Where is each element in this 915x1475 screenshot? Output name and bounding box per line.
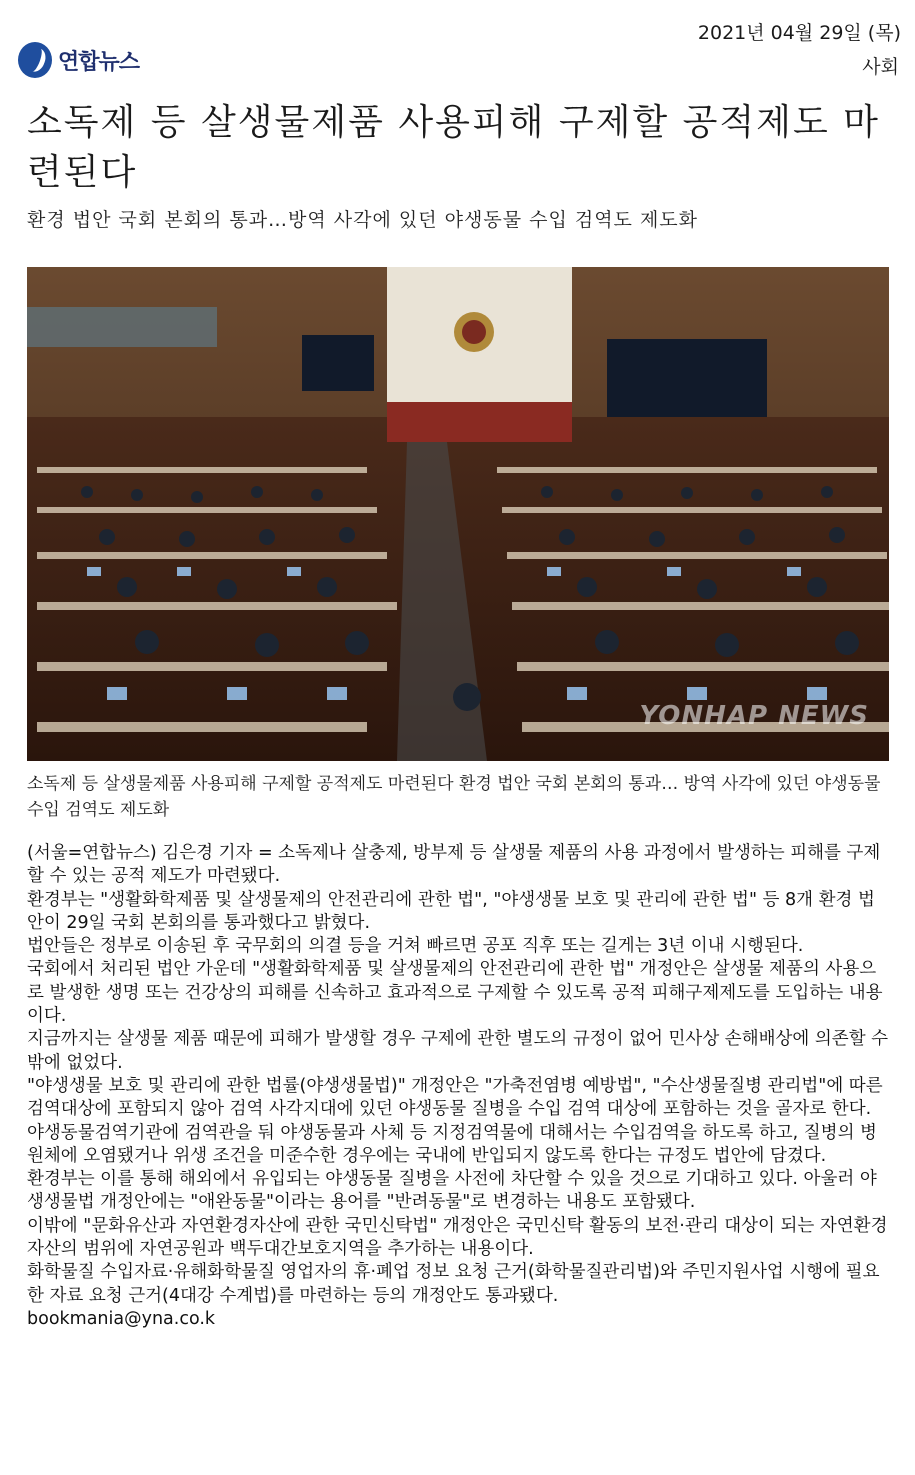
logo-text: 연합뉴스 bbox=[58, 49, 140, 75]
paragraph: 이밖에 "문화유산과 자연환경자산에 관한 국민신탁법" 개정안은 국민신탁 활동의 보전·관리 대상이 되는 자연환경자산의 범위에 자연공원과 백두대간보호지역을 추가하는 내용이다. bbox=[27, 1215, 888, 1260]
article-body bbox=[27, 842, 889, 1331]
assembly-hall-illustration bbox=[27, 267, 889, 761]
paragraph: 야생동물검역기관에 검역관을 둬 야생동물과 사체 등 지정검역물에 대해서는 수입검역을 하도록 하고, 질병의 병원체에 오염됐거나 위생 조건을 미준수한 경우에는 국내에 반입되지 않도록 한다는 규정도 법안에 담겼다. bbox=[27, 1122, 877, 1166]
paragraph: 환경부는 "생활화학제품 및 살생물제의 안전관리에 관한 법", "야생생물 보호 및 관리에 관한 법" 등 8개 환경 법안이 29일 국회 본회의를 통과했다고 밝혔다. bbox=[27, 889, 875, 933]
paragraph: 국회에서 처리된 법안 가운데 "생활화학제품 및 살생물제의 안전관리에 관한 법" 개정안은 살생물 제품의 사용으로 발생한 생명 또는 건강상의 피해를 신속하고 효과적으로 구제할 수 있도록 공적 피해구제제도를 도입하는 내용이다. bbox=[27, 959, 883, 1027]
yonhap-logo bbox=[18, 40, 139, 80]
section-label: 사회 bbox=[862, 56, 899, 78]
paragraph: 화학물질 수입자료·유해화학물질 영업자의 휴·폐업 정보 요청 근거(화학물질관리법)와 주민지원사업 시행에 필요한 자료 요청 근거(4대강 수계법)를 마련하는 등의 개정안도 통과됐다. bbox=[27, 1262, 880, 1306]
publish-date: 2021년 04월 29일 (목) bbox=[697, 22, 901, 44]
headline: 소독제 등 살생물제품 사용피해 구제할 공적제도 마련된다 bbox=[27, 102, 880, 193]
photo-watermark: YONHAP NEWS bbox=[639, 701, 869, 731]
paragraph: 환경부는 이를 통해 해외에서 유입되는 야생동물 질병을 사전에 차단할 수 있을 것으로 기대하고 있다. 아울러 야생생물법 개정안에는 "애완동물"이라는 용어를 "반려동물"로 변경하는 내용도 포함됐다. bbox=[27, 1169, 877, 1213]
article-photo bbox=[27, 267, 889, 761]
reporter-email[interactable]: bookmania@yna.co.k bbox=[27, 1308, 216, 1329]
paragraph: 지금까지는 살생물 제품 때문에 피해가 발생할 경우 구제에 관한 별도의 규정이 없어 민사상 손해배상에 의존할 수밖에 없었다. bbox=[27, 1029, 889, 1073]
paragraph: (서울=연합뉴스) 김은경 기자 = 소독제나 살충제, 방부제 등 살생물 제품의 사용 과정에서 발생하는 피해를 구제할 수 있는 공적 제도가 마련됐다. bbox=[27, 843, 881, 887]
subheadline: 환경 법안 국회 본회의 통과…방역 사각에 있던 야생동물 수입 검역도 제도화 bbox=[27, 209, 699, 231]
yonhap-logo-icon bbox=[18, 42, 52, 78]
paragraph: "야생생물 보호 및 관리에 관한 법률(야생생물법)" 개정안은 "가축전염병 예방법", "수산생물질병 관리법"에 따른 검역대상에 포함되지 않아 검역 사각지대에 있던 야생동물 질병을 수입 검역 대상에 포함하는 것을 골자로 한다. bbox=[27, 1075, 883, 1120]
photo-caption: 소독제 등 살생물제품 사용피해 구제할 공적제도 마련된다 환경 법안 국회 본회의 통과… 방역 사각에 있던 야생동물 수입 검역도 제도화 bbox=[27, 774, 881, 820]
paragraph: 법안들은 정부로 이송된 후 국무회의 의결 등을 거쳐 빠르면 공포 직후 또는 길게는 3년 이내 시행된다. bbox=[27, 936, 804, 957]
